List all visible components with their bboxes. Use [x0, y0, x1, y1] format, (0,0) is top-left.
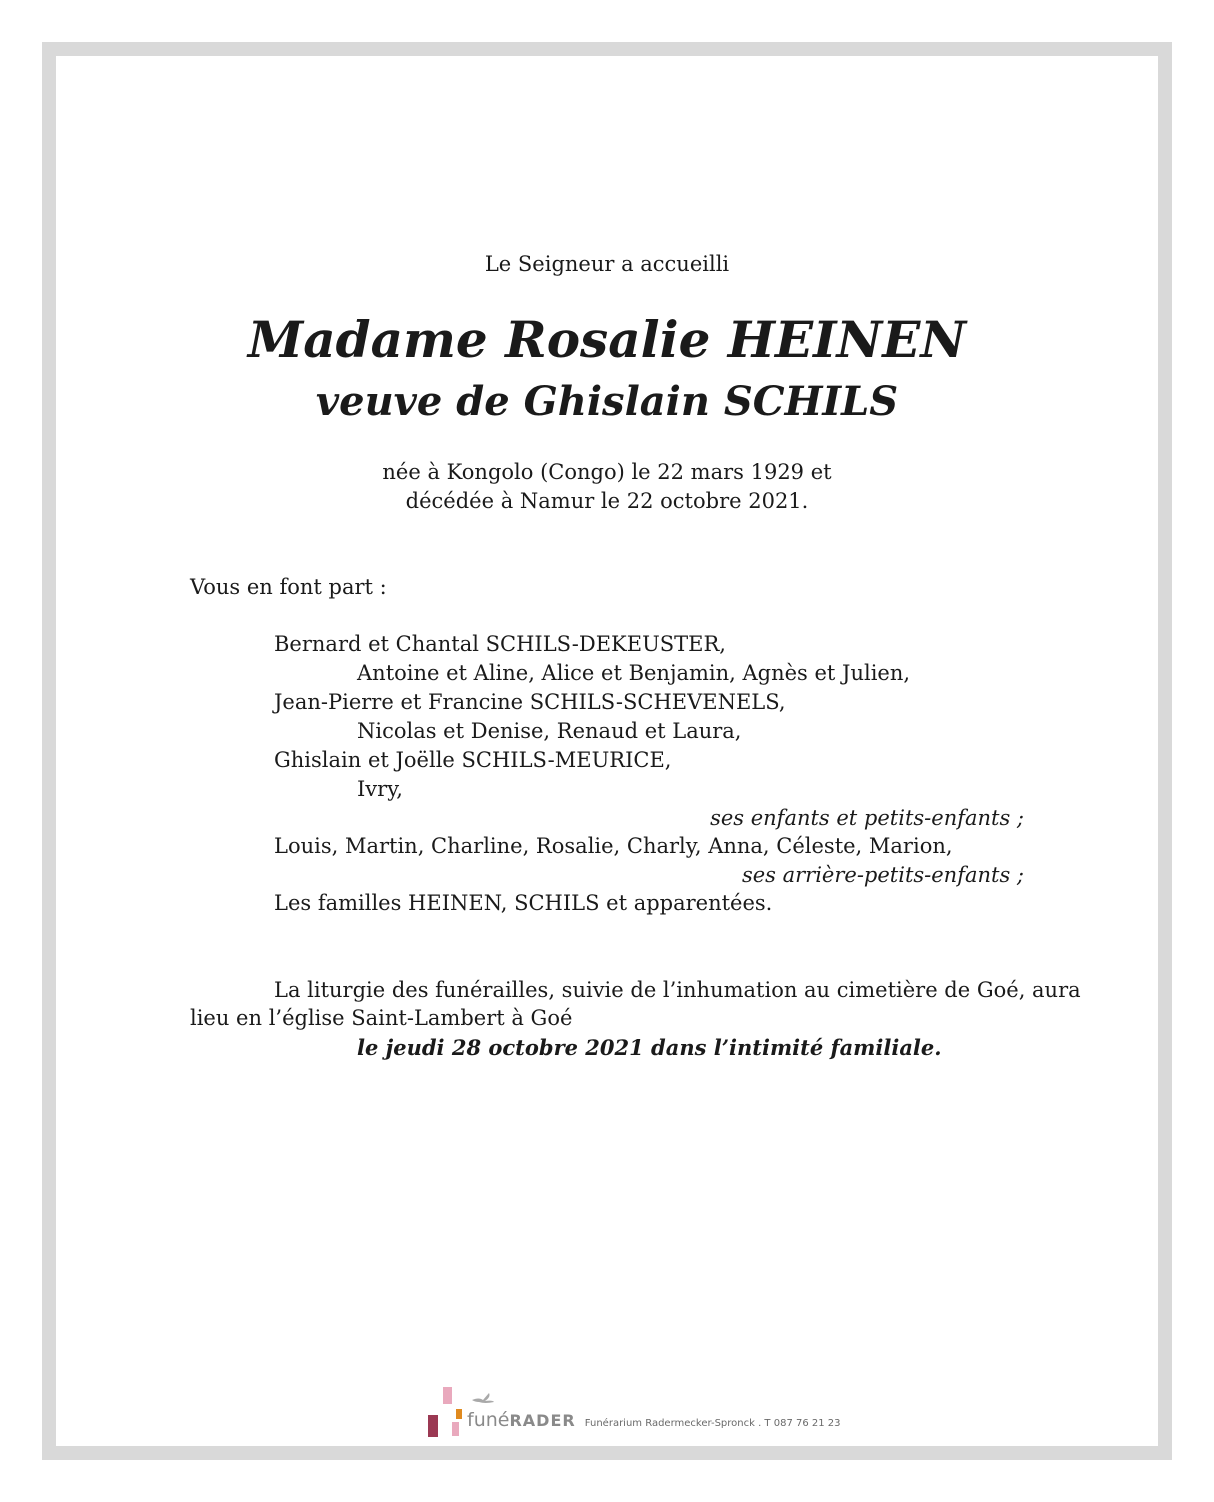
- family-line: Louis, Martin, Charline, Rosalie, Charly, Anna, Céleste, Marion,: [274, 834, 953, 858]
- logo-brand: [467, 1409, 841, 1431]
- funeral-home-logo: [425, 1387, 841, 1442]
- funeral-home-details: Funérarium Radermecker-Spronck . T 087 76 21 23: [584, 1418, 841, 1429]
- family-line: Nicolas et Denise, Renaud et Laura,: [357, 719, 742, 743]
- logo-square-orange: [456, 1409, 462, 1419]
- family-line: Ivry,: [357, 777, 403, 801]
- family-line: Les familles HEINEN, SCHILS et apparentées.: [274, 891, 773, 915]
- brand-name: RADER: [509, 1411, 576, 1430]
- intro-text: Le Seigneur a accueilli: [484, 252, 730, 276]
- death-line: décédée à Namur le 22 octobre 2021.: [405, 489, 809, 513]
- ceremony-line: lieu en l’église Saint-Lambert à Goé: [190, 1006, 573, 1030]
- brand-prefix: funé: [467, 1409, 510, 1431]
- birth-line: née à Kongolo (Congo) le 22 mars 1929 et: [382, 460, 832, 484]
- relation-label: ses enfants et petits-enfants ;: [710, 806, 1024, 830]
- ceremony-line: La liturgie des funérailles, suivie de l’inhumation au cimetière de Goé, aura: [274, 978, 1081, 1002]
- logo-square-pink: [443, 1387, 452, 1404]
- bird-icon: [471, 1391, 495, 1405]
- family-line: Bernard et Chantal SCHILS-DEKEUSTER,: [274, 632, 726, 656]
- family-line: Antoine et Aline, Alice et Benjamin, Agnès et Julien,: [357, 661, 911, 685]
- logo-square-pink-small: [452, 1422, 459, 1436]
- ceremony-date: le jeudi 28 octobre 2021 dans l’intimité familiale.: [357, 1035, 942, 1060]
- family-line: Ghislain et Joëlle SCHILS-MEURICE,: [274, 748, 672, 772]
- deceased-name: Madame Rosalie HEINEN: [247, 310, 967, 369]
- widow-of: veuve de Ghislain SCHILS: [315, 378, 899, 425]
- relation-label: ses arrière-petits-enfants ;: [741, 863, 1024, 887]
- family-line: Jean-Pierre et Francine SCHILS-SCHEVENELS,: [274, 690, 786, 714]
- announcement-lead: Vous en font part :: [190, 575, 387, 599]
- dates-block: [0, 458, 1214, 516]
- logo-square-wine: [428, 1415, 438, 1437]
